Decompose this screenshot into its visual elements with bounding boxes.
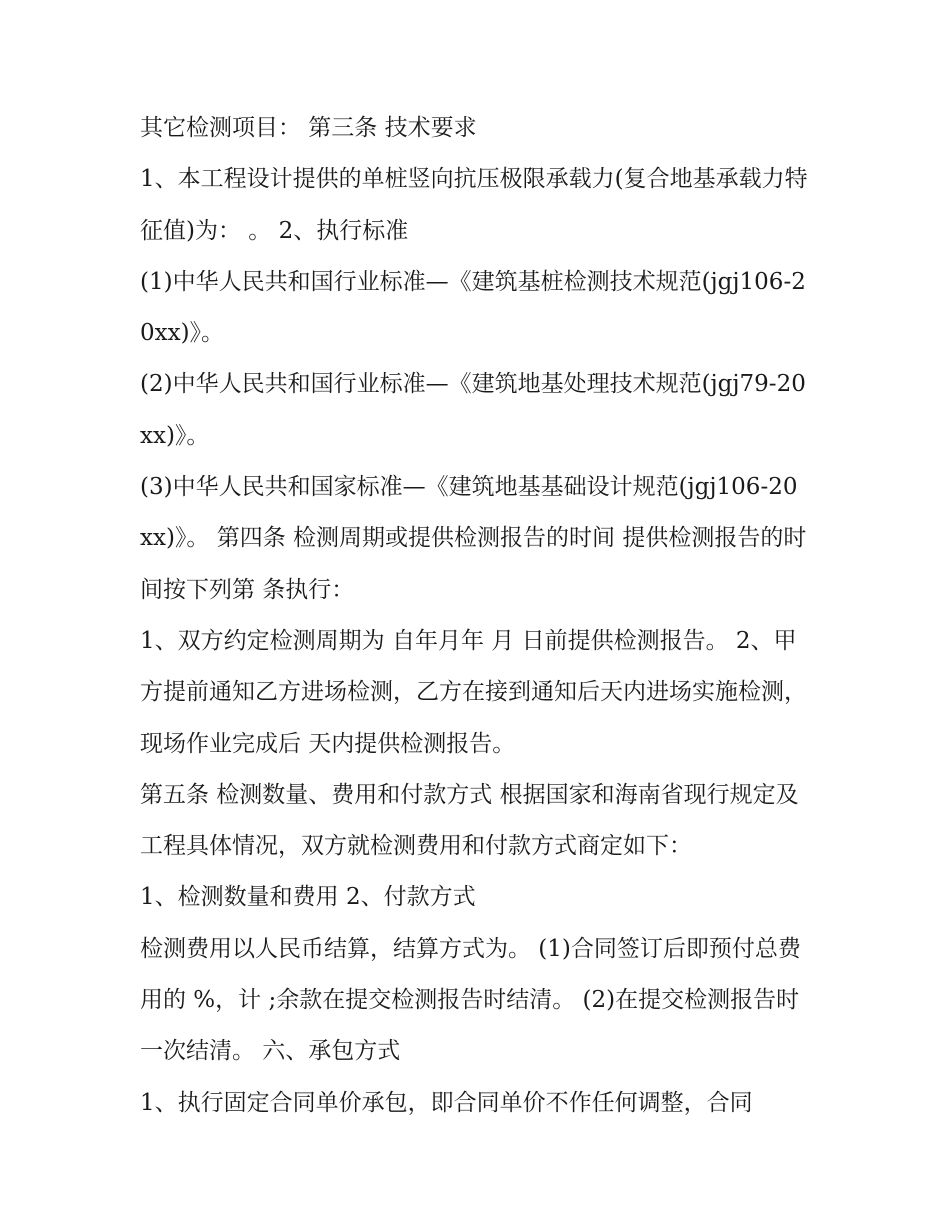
paragraph-other-items: 其它检测项目： 第三条 技术要求 <box>140 115 477 141</box>
paragraph-inspection-period: 1、双方约定检测周期为 自年月年 月 日前提供检测报告。 2、甲方提前通知乙方进场检测，乙方在接到通知后天内进场实施检测，现场作业完成后 天内提供检测报告。 <box>140 627 807 757</box>
paragraph-article-five: 第五条 检测数量、费用和付款方式 根据国家和海南省现行规定及工程具体情况，双方就检测费用和付款方式商定如下： <box>140 781 799 860</box>
paragraph-standard-1: (1)中华人民共和国行业标准—《建筑基桩检测技术规范(jgj106-20xx)》。 <box>140 268 806 347</box>
paragraph-bearing-capacity: 1、本工程设计提供的单桩竖向抗压极限承载力(复合地基承载力特征值)为： 。 2、执行标准 <box>140 166 808 244</box>
paragraph-standard-3: (3)中华人民共和国家标准—《建筑地基基础设计规范(jgj106-20xx)》。 第四条 检测周期或提供检测报告的时间 提供检测报告的时间按下列第 条执行： <box>140 474 807 603</box>
paragraph-quantity-payment: 1、检测数量和费用 2、付款方式 <box>140 884 476 911</box>
paragraph-standard-2: (2)中华人民共和国行业标准—《建筑地基处理技术规范(jgj79-20xx)》。 <box>140 371 806 449</box>
paragraph-contract-method: 1、执行固定合同单价承包，即合同单价不作任何调整，合同 <box>140 1089 753 1116</box>
paragraph-settlement: 检测费用以人民币结算，结算方式为。 (1)合同签订后即预付总费用的 %，计 ;余款在提交检测报告时结清。 (2)在提交检测报告时一次结清。 六、承包方式 <box>140 935 801 1065</box>
document-body <box>140 103 810 1129</box>
